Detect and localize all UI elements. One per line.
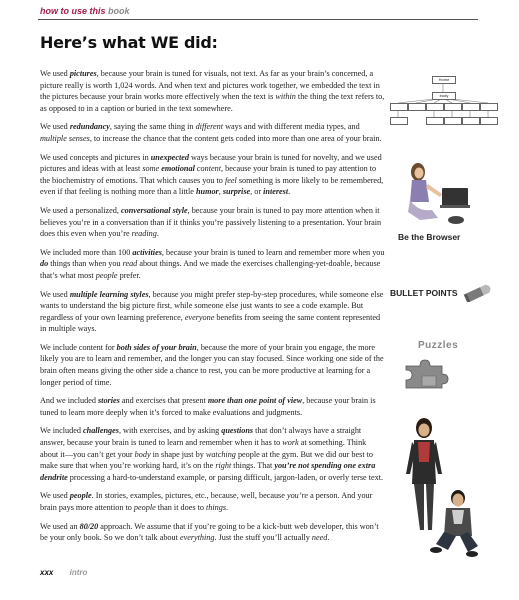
be-the-browser-caption: Be the Browser bbox=[398, 232, 461, 242]
tree-leaf bbox=[480, 117, 498, 125]
dom-tree-diagram bbox=[388, 74, 498, 126]
bullet-icon bbox=[462, 282, 496, 302]
bullet-points-caption: BULLET POINTS bbox=[390, 288, 458, 298]
bullet-points-illustration bbox=[390, 282, 500, 312]
paragraph-stories: And we included stories and exercises that present more than one point of view, because your brain is tuned to learn more deeply when it’s forced to make evaluations and judgments. bbox=[40, 396, 376, 417]
running-header bbox=[40, 6, 130, 16]
paragraph-conversational: We used a personalized, conversational style, because your brain is tuned to pay more attention when it believes you’re in a conversation than if it thinks you’re passively listening to a presentation. Your brain does this even when you’re reading. bbox=[40, 205, 382, 239]
puzzles-illustration bbox=[392, 340, 482, 390]
be-the-browser-illustration bbox=[398, 160, 488, 242]
tree-node bbox=[462, 103, 480, 111]
puzzle-piece-icon bbox=[402, 356, 462, 390]
tree-leaf bbox=[444, 117, 462, 125]
paragraph-learning-styles: We used multiple learning styles, because you might prefer step-by-step procedures, while someone else wants to understand the big picture first, while someone else just wants to see a code example. But regardless of your own learning preference, everyone benefits from seeing the same content represented in multiple ways. bbox=[40, 289, 384, 334]
body-text bbox=[40, 68, 385, 551]
tree-node bbox=[390, 103, 408, 111]
tree-leaf bbox=[426, 117, 444, 125]
header-rule bbox=[38, 19, 478, 20]
page-footer bbox=[40, 568, 87, 577]
paragraph-both-sides: We include content for both sides of your brain, because the more of your brain you engage, the more likely you are to learn and remember, and the longer you can stay focused. Since working one side of the brain often means giving the other side a chance to rest, you can be more productive at learning for a longer period of time. bbox=[40, 342, 384, 387]
paragraph-unexpected: We used concepts and pictures in unexpected ways because your brain is tuned for novelty, and we used pictures and ideas with at least some emotional content, because your brain is tuned to pay attention to the biochemistry of emotions. That which causes you to feel something is more likely to be remembered, even if that feeling is nothing more than a little humor, surprise, or interest. bbox=[40, 152, 384, 197]
people-photo bbox=[396, 412, 496, 562]
paragraph-pictures: We used pictures, because your brain is tuned for visuals, not text. As far as your brain’s concerned, a picture really is worth 1,024 words. And when text and pictures work together, we embedded the text in the pictures because your brain works more effectively when the text is within the thing the text refers to, as opposed to in a caption or buried in the text somewhere. bbox=[40, 69, 385, 113]
paragraph-80-20: We used an 80/20 approach. We assume that if you’re going to be a kick-butt web developer, this won’t be your only book. So we don’t talk about everything. Just the stuff you’ll actually need. bbox=[40, 521, 379, 543]
tree-leaf bbox=[390, 117, 408, 125]
page-number: xxx bbox=[40, 568, 54, 577]
paragraph-activities: We included more than 100 activities, because your brain is tuned to learn and remember more when you do things than when you read about things. And we made the exercises challenging-yet-doable, because that’s what most people prefer. bbox=[40, 247, 385, 280]
tree-node bbox=[426, 103, 444, 111]
woman-with-laptop-icon bbox=[398, 160, 488, 232]
tree-leaf bbox=[462, 117, 480, 125]
tree-node bbox=[444, 103, 462, 111]
footer-label: intro bbox=[69, 568, 88, 577]
paragraph-challenges: We included challenges, with exercises, and by asking questions that don’t always have a straight answer, because your brain is tuned to learn and remember when it has to work at something. Think about it—you can’t get your body in shape just by watching people at the gym. But we did our best to make sure that when you’re working hard, it’s on the right things. That you’re not spending one extra dendrite processing a hard-to-understand example, or parsing difficult, jargon-laden, or overly terse text. bbox=[40, 426, 384, 482]
page-title: Here’s what WE did: bbox=[40, 33, 218, 52]
tree-node bbox=[480, 103, 498, 111]
people-illustration bbox=[396, 412, 496, 562]
paragraph-redundancy: We used redundancy, saying the same thing in different ways and with different media types, and multiple senses, to increase the chance that the content gets coded into more than one area of your brain. bbox=[40, 122, 382, 143]
header-section: how to use this bbox=[40, 6, 106, 16]
paragraph-people: We used people. In stories, examples, pictures, etc., because, well, because you’re a person. And your brain pays more attention to people than it does to things. bbox=[40, 491, 373, 512]
header-book: book bbox=[108, 6, 130, 16]
puzzles-caption: Puzzles bbox=[418, 340, 459, 351]
tree-node-root: Home bbox=[432, 76, 456, 84]
tree-node-mid: body bbox=[432, 92, 456, 100]
tree-node bbox=[408, 103, 426, 111]
